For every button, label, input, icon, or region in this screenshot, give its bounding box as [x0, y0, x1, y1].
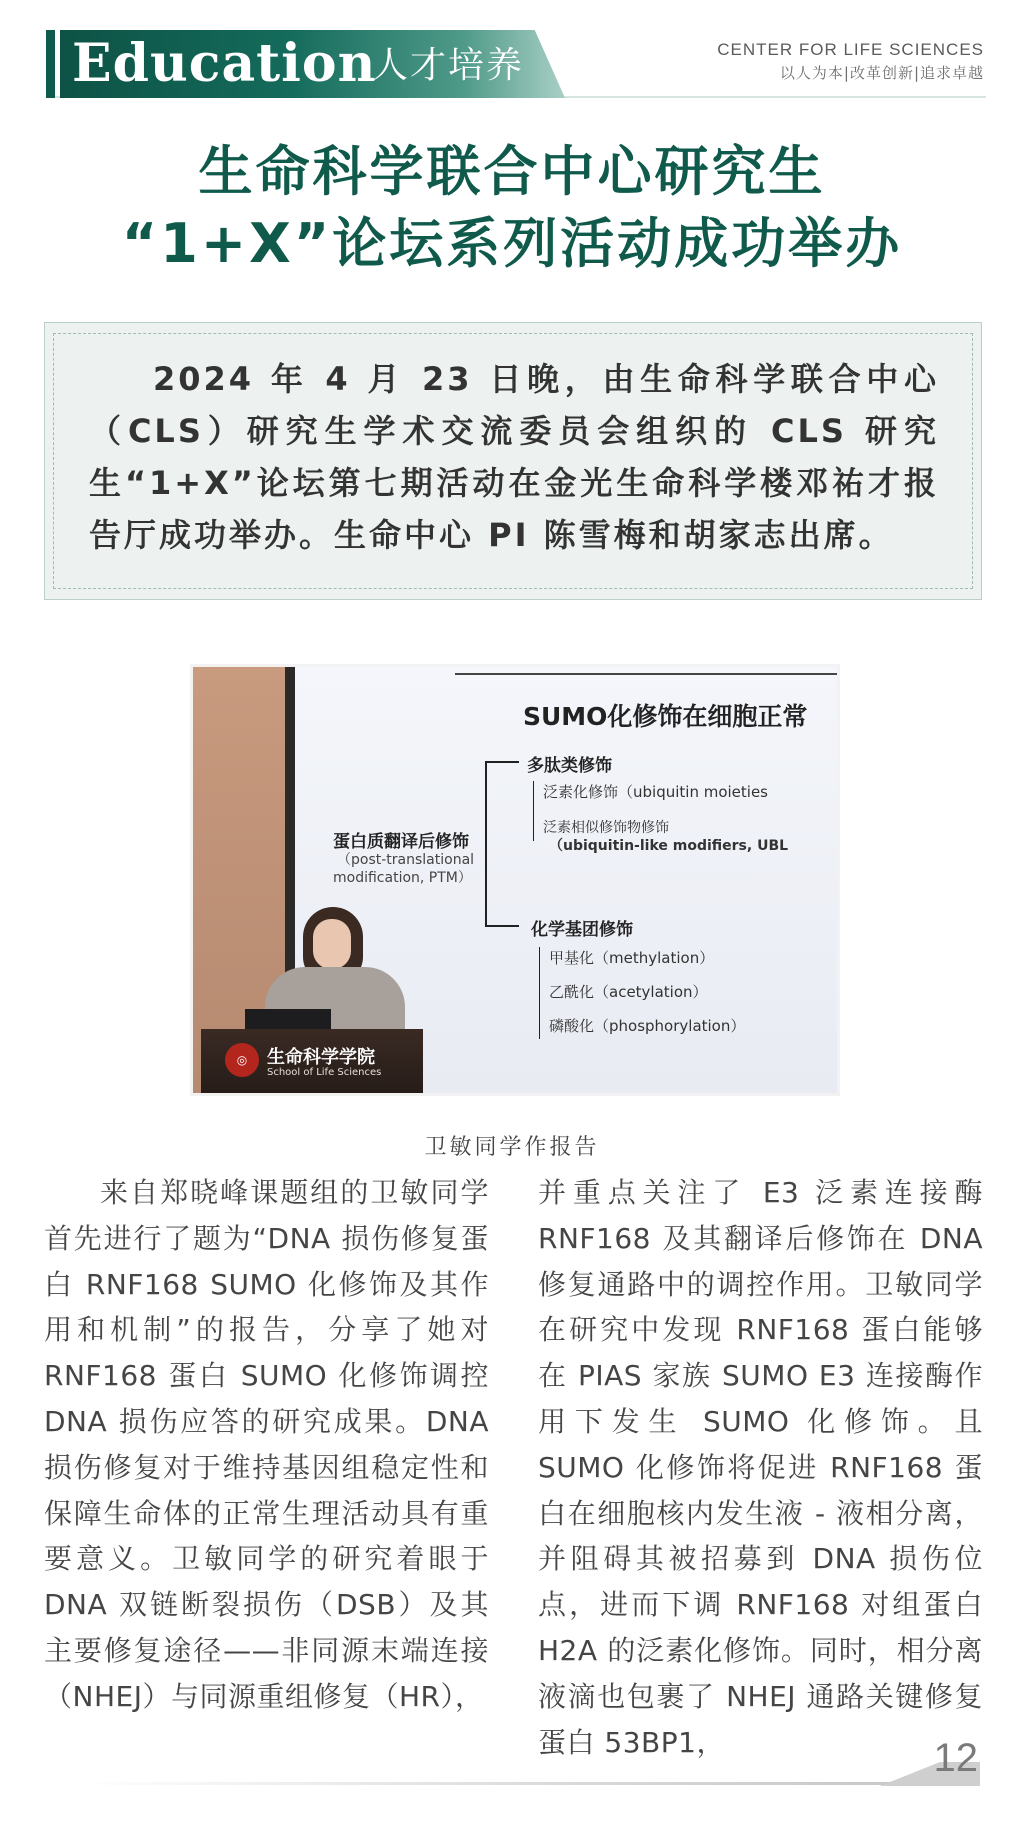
- body-column-left: [44, 1170, 489, 1720]
- slide-branch2-item2: 乙酰化（acetylation）: [549, 983, 708, 1001]
- event-photo: [190, 664, 840, 1096]
- slide-branch1-item2a: 泛素相似修饰物修饰: [543, 820, 669, 836]
- laptop: [245, 1009, 331, 1029]
- slide-bracket-vertical: [485, 761, 487, 927]
- slide-subbracket2: [539, 947, 540, 1039]
- slide-root-en1: （post-translational: [337, 852, 475, 868]
- footer-rule: [76, 1782, 896, 1785]
- section-title-cn: 人才培养: [372, 45, 525, 86]
- university-seal-icon: ◎: [225, 1043, 259, 1077]
- slide-bracket-top: [485, 761, 519, 763]
- slide-root-cn: 蛋白质翻译后修饰: [333, 832, 469, 852]
- section-title-en: Education: [72, 33, 377, 94]
- slide-top-rule: [455, 673, 840, 675]
- podium-label-en: School of Life Sciences: [267, 1067, 382, 1078]
- slide-title: SUMO化修饰在细胞正常: [523, 702, 808, 731]
- org-block: [717, 40, 984, 83]
- article-title: [0, 136, 1024, 280]
- slide-branch2: 化学基团修饰: [531, 920, 633, 940]
- intro-text: 2024 年 4 月 23 日晚，由生命科学联合中心（CLS）研究生学术交流委员会组织的 CLS 研究生“1+X”论坛第七期活动在金光生命科学楼邓祐才报告厅成功举办。生命中心 PI 陈雪梅和胡家志出席。: [89, 360, 939, 554]
- slide-bracket-bottom: [485, 925, 519, 927]
- slide-branch1-item1: 泛素化修饰（ubiquitin moieties: [543, 783, 768, 801]
- slide-branch2-item1: 甲基化（methylation）: [549, 949, 715, 967]
- page-number: 12: [933, 1736, 978, 1780]
- photo-caption: 卫敏同学作报告: [424, 1135, 600, 1160]
- org-name: CENTER FOR LIFE SCIENCES: [717, 40, 984, 59]
- slide-branch1: 多肽类修饰: [527, 756, 612, 776]
- org-motto: 以人为本|改革创新|追求卓越: [779, 64, 984, 82]
- slide-root-en2: modification, PTM）: [333, 870, 472, 886]
- intro-box: [44, 322, 982, 600]
- slide-branch1-item2b: （ubiquitin-like modifiers, UBL: [549, 838, 789, 854]
- speaker-face: [313, 919, 351, 969]
- article-title-line1: 生命科学联合中心研究生: [198, 140, 826, 203]
- header-accent-bar: [46, 30, 55, 98]
- article-title-line2: “1+X”论坛系列活动成功举办: [121, 212, 903, 275]
- podium-label-cn: 生命科学学院: [267, 1047, 375, 1068]
- slide-subbracket1: [533, 781, 534, 841]
- body-paragraph-right: 并重点关注了 E3 泛素连接酶 RNF168 及其翻译后修饰在 DNA 修复通路中的调控作用。卫敏同学在研究中发现 RNF168 蛋白能够在 PIAS 家族 SUMO E3 连接酶作用下发生 SUMO 化修饰。且 SUMO 化修饰将促进 RNF168 蛋白在细胞核内发生液 - 液相分离，并阻碍其被招募到 DNA 损伤位点，进而下调 RNF168 对组蛋白 H2A 的泛素化修饰。同时，相分离液滴也包裹了 NHEJ 通路关键修复蛋白 53BP1，: [538, 1176, 983, 1759]
- slide-branch2-item3: 磷酸化（phosphorylation）: [549, 1017, 746, 1035]
- body-paragraph-left: 来自郑晓峰课题组的卫敏同学首先进行了题为“DNA 损伤修复蛋白 RNF168 SUMO 化修饰及其作用和机制”的报告，分享了她对 RNF168 蛋白 SUMO 化修饰调控 DNA 损伤应答的研究成果。DNA 损伤修复对于维持基因组稳定性和保障生命体的正常生理活动具有重要意义。卫敏同学的研究着眼于 DNA 双链断裂损伤（DSB）及其主要修复途径——非同源末端连接（NHEJ）与同源重组修复（HR），: [44, 1176, 489, 1713]
- body-column-right: [538, 1170, 983, 1765]
